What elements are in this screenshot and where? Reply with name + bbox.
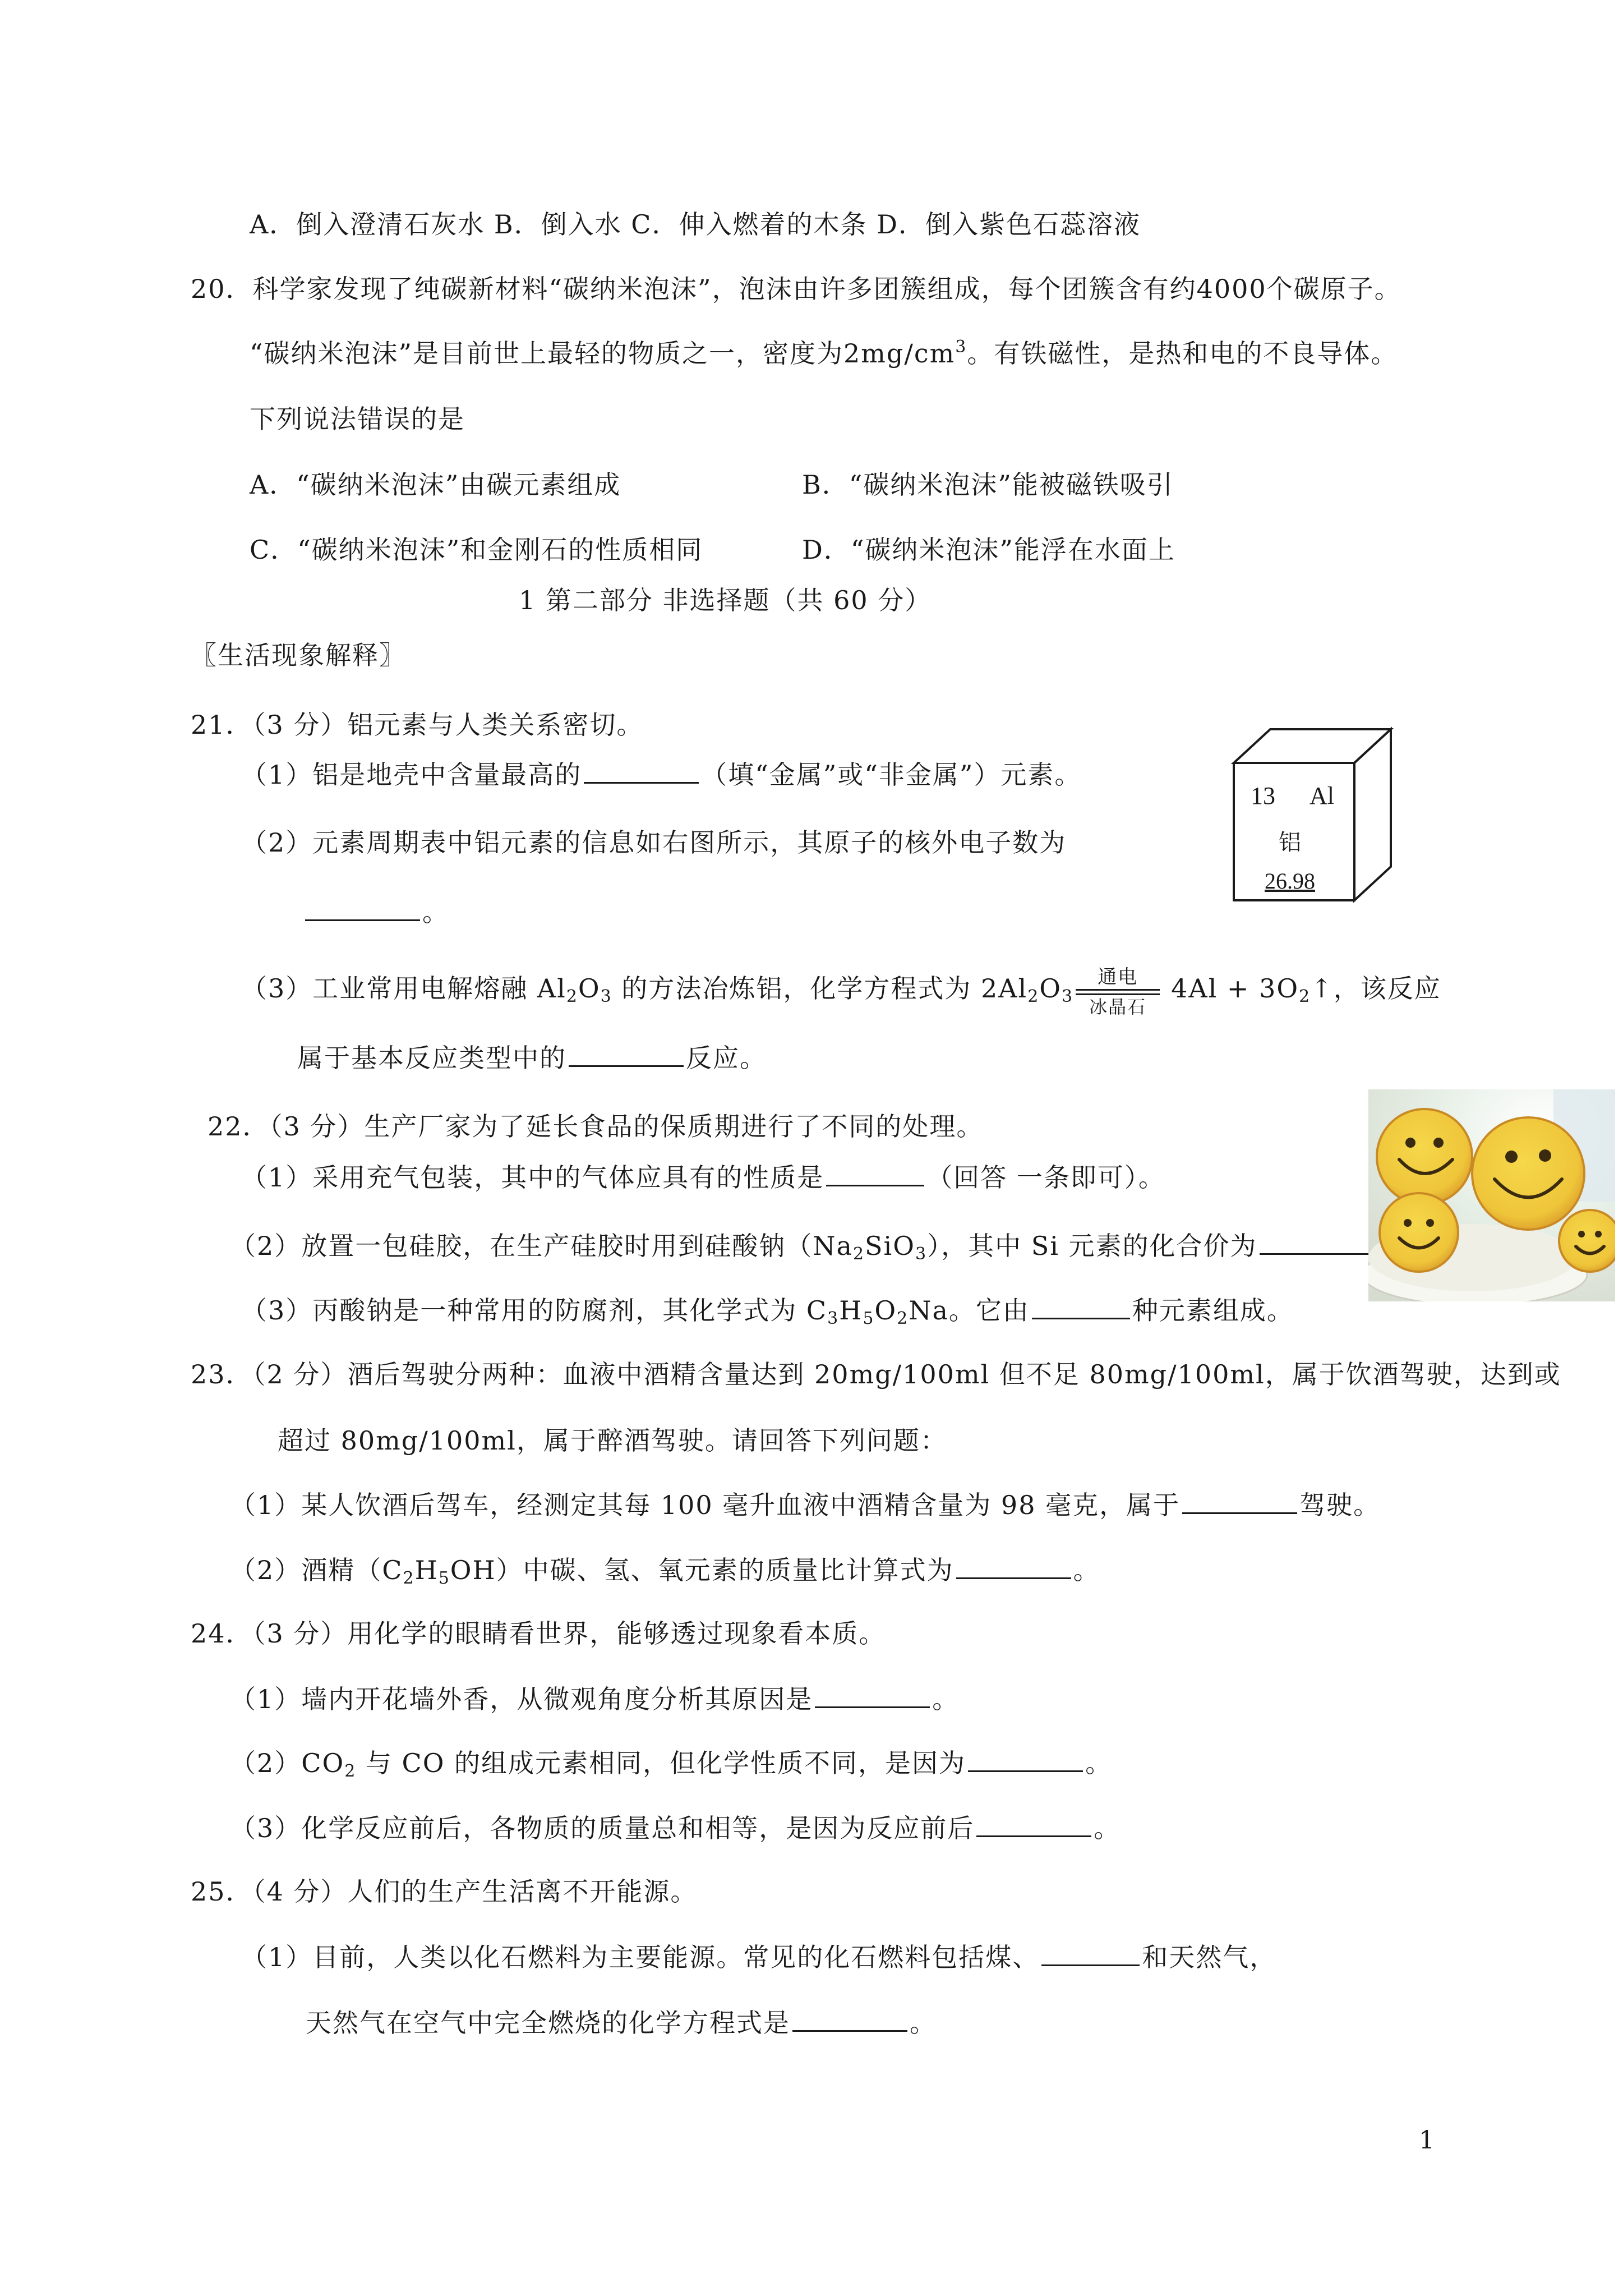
part2-title: 1 第二部分 非选择题（共 60 分） bbox=[519, 585, 932, 615]
q20-option-d: D．“碳纳米泡沫”能浮在水面上 bbox=[802, 535, 1175, 565]
answer-blank bbox=[584, 757, 699, 784]
q20-density-line: “碳纳米泡沫”是目前世上最轻的物质之一，密度为$2mg/cm^3$。有铁磁性，是热和电的不良导体。 bbox=[250, 337, 1398, 369]
atomic-mass: 26.98 bbox=[1265, 868, 1315, 894]
q24-part1: （1）墙内开花墙外香，从微观角度分析其原因是 。 bbox=[230, 1682, 959, 1716]
element-symbol: Al bbox=[1310, 782, 1334, 809]
answer-blank bbox=[1032, 1293, 1130, 1319]
answer-blank bbox=[976, 1811, 1091, 1837]
q21-stem: 21．（3 分）铝元素与人类关系密切。 bbox=[191, 710, 644, 740]
reaction-arrow bbox=[1076, 966, 1160, 1018]
q21-part3-line2: 属于基本反应类型中的 反应。 bbox=[297, 1041, 767, 1075]
q25-part1-line2: 天然气在空气中完全燃烧的化学方程式是 。 bbox=[306, 2005, 937, 2040]
atomic-number: 13 bbox=[1251, 782, 1275, 809]
q24-stem: 24．（3 分）用化学的眼睛看世界，能够透过现象看本质。 bbox=[191, 1618, 886, 1649]
reaction-condition-top: 通电 bbox=[1098, 966, 1138, 988]
q24-part2: $(2)CO_2$ 与 CO 的组成元素相同，但化学性质不同，是因为 。 bbox=[230, 1746, 1112, 1780]
answer-blank bbox=[569, 1041, 684, 1067]
q20-option-a: A．“碳纳米泡沫”由碳元素组成 bbox=[250, 470, 621, 500]
reaction-condition-bottom: 冰晶石 bbox=[1089, 996, 1147, 1018]
page-number: 1 bbox=[1419, 2126, 1435, 2155]
q22-part3: （3）丙酸钠是一种常用的防腐剂，其化学式为 $C_3H_5O_2Na$。它由 种元素组成。 bbox=[241, 1293, 1294, 1327]
answer-blank bbox=[968, 1746, 1083, 1772]
q20-option-c: C．“碳纳米泡沫”和金刚石的性质相同 bbox=[250, 535, 703, 565]
q20-option-b: B．“碳纳米泡沫”能被磁铁吸引 bbox=[802, 470, 1174, 500]
q19-options: A．倒入澄清石灰水 B．倒入水 C．伸入燃着的木条 D．倒入紫色石蕊溶液 bbox=[250, 209, 1141, 240]
q22-part1: （1）采用充气包装，其中的气体应具有的性质是 （回答 一条即可）。 bbox=[241, 1160, 1165, 1194]
q23-stem-line2: 超过 80mg/100ml，属于醉酒驾驶。请回答下列问题： bbox=[278, 1425, 947, 1456]
q24-part3: （3）化学反应前后，各物质的质量总和相等，是因为反应前后 。 bbox=[230, 1811, 1121, 1845]
q25-stem: 25．（4 分）人们的生产生活离不开能源。 bbox=[191, 1876, 698, 1907]
q20-stem: 20．科学家发现了纯碳新材料“碳纳米泡沫”，泡沫由许多团簇组成，每个团簇含有约4000个碳原子。 bbox=[191, 274, 1401, 304]
q20-question: 下列说法错误的是 bbox=[250, 404, 465, 434]
q23-stem-line1: 23．（2 分）酒后驾驶分两种：血液中酒精含量达到 20mg/100ml 但不足 80mg/100ml，属于饮酒驾驶，达到或 bbox=[191, 1359, 1561, 1389]
q25-part1: （1）目前，人类以化石燃料为主要能源。常见的化石燃料包括煤、 和天然气， bbox=[241, 1940, 1276, 1974]
q22-stem: 22．（3 分）生产厂家为了延长食品的保质期进行了不同的处理。 bbox=[208, 1111, 984, 1142]
q21-part2-answer: 。 bbox=[303, 895, 449, 929]
q21-part1: （1）铝是地壳中含量最高的 （填“金属”或“非金属”）元素。 bbox=[241, 757, 1081, 792]
answer-blank bbox=[815, 1682, 930, 1708]
answer-blank bbox=[1041, 1940, 1140, 1966]
answer-blank bbox=[826, 1160, 924, 1186]
answer-blank bbox=[792, 2005, 907, 2032]
q23-part2: （2）酒精$(C_2H_5OH)$中碳、氢、氧元素的质量比计算式为 。 bbox=[230, 1553, 1100, 1587]
section-title: 〖生活现象解释〗 bbox=[191, 640, 406, 670]
q21-part3: （3）工业常用电解熔融 $Al_2O_3$ 的方法冶炼铝，化学方程式为 $2Al_2O_3$ 通电 冰晶石 $4Al + 3O_2↑$，该反应 bbox=[241, 966, 1441, 1018]
answer-blank bbox=[956, 1553, 1071, 1579]
element-name: 铝 bbox=[1279, 830, 1301, 855]
answer-blank bbox=[1182, 1488, 1297, 1514]
q21-part2: （2）元素周期表中铝元素的信息如右图所示，其原子的核外电子数为 bbox=[241, 827, 1067, 858]
q22-part2: （2）放置一包硅胶，在生产硅胶时用到硅酸钠$(Na_2SiO_3)$，其中 Si 元素的化合价为 bbox=[230, 1228, 1404, 1263]
answer-blank bbox=[1260, 1228, 1375, 1255]
answer-blank bbox=[305, 895, 420, 921]
smiley-cookies-image bbox=[1368, 1089, 1615, 1301]
q23-part1: （1）某人饮酒后驾车，经测定其每 100 毫升血液中酒精含量为 98 毫克，属于 驾驶。 bbox=[230, 1488, 1380, 1522]
element-cube-al bbox=[1223, 721, 1402, 906]
